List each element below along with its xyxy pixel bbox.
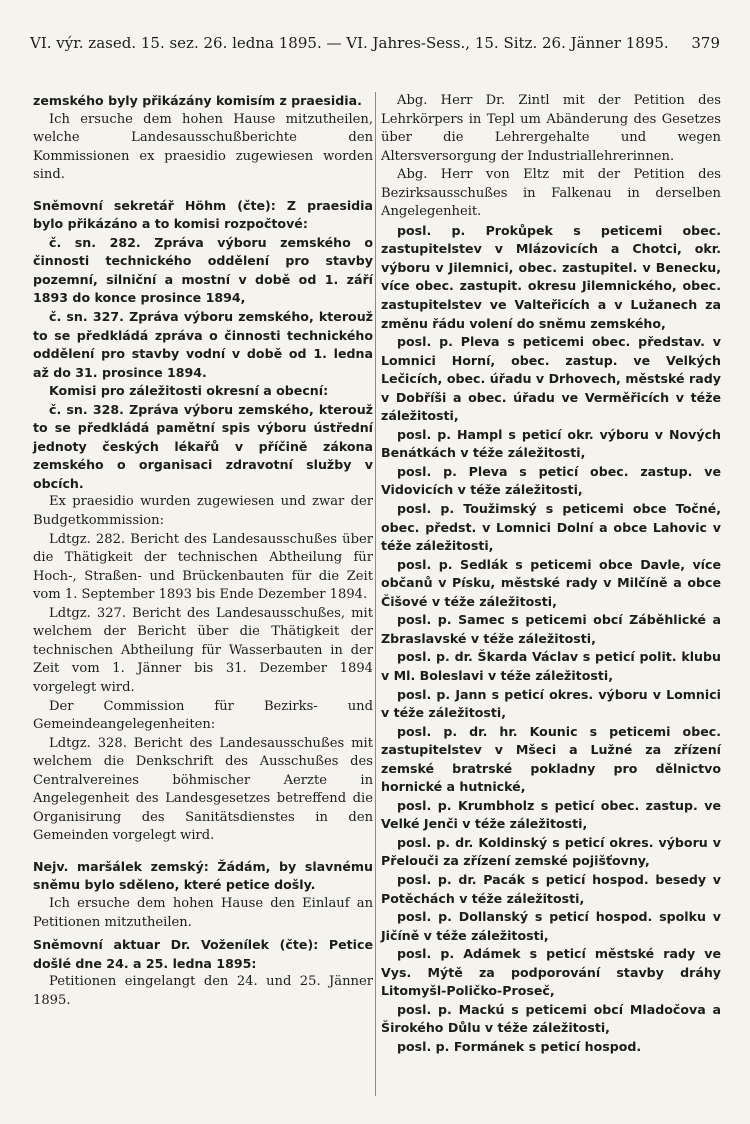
paragraph: zemského byly přikázány komisím z praesidia. bbox=[33, 93, 362, 108]
paragraph: Ldtgz. 282. Bericht des Landesausschußes über die Thätigkeit der technischen Abtheilung für Hoch-, Straßen- und Brückenbauten für die Zeit vom 1. September 1893 bis Ende Dezember 1894. bbox=[33, 531, 373, 603]
paragraph: Nejv. maršálek zemský: Žádám, by slavnému sněmu bylo sděleno, které petice došly. bbox=[33, 858, 373, 893]
paragraph: posl. p. Pleva s peticemi obec. představ. v Lomnici Horní, obec. zastup. ve Velkých Lečicích, obec. úřadu v Drhovech, městské rady v Dobříši a obec. úřadu ve Verměřicích v téže záležitosti, bbox=[381, 334, 721, 424]
paragraph: Petitionen eingelangt den 24. und 25. Jänner 1895. bbox=[33, 974, 373, 1008]
paragraph: posl. p. Prokůpek s peticemi obec. zastupitelstev v Mlázovicích a Chotci, okr. výboru v Jilemnici, obec. zastupitel. v Benecku, více obec. zastupit. okresu Jilemnického, obec. zastupitelstev ve Valteřicích a v Lužanech za změnu řádu volení do sněmu zemského, bbox=[381, 222, 721, 331]
paragraph: posl. p. dr. Koldinský s peticí okres. výboru v Přelouči za zřízení zemské pojišťovny, bbox=[381, 834, 721, 869]
paragraph: č. sn. 327. Zpráva výboru zemského, kterouž to se předkládá zpráva o činnosti technického oddělení pro stavby vodní v době od 1. ledna až do 31. prosince 1894. bbox=[33, 309, 373, 380]
paragraph: Komisi pro záležitosti okresní a obecní: bbox=[49, 383, 329, 399]
paragraph: posl. p. Jann s peticí okres. výboru v Lomnici v téže záležitosti, bbox=[381, 686, 721, 721]
paragraph: posl. p. Mackú s peticemi obcí Mladočova a Širokého Důlu v téže záležitosti, bbox=[381, 1001, 721, 1036]
column-divider bbox=[375, 92, 376, 1096]
paragraph: posl. p. Samec s peticemi obcí Záběhlické a Zbraslavské v téže záležitosti, bbox=[381, 612, 721, 646]
paragraph: posl. p. Krumbholz s peticí obec. zastup. ve Velké Jenči v téže záležitosti, bbox=[381, 797, 721, 832]
paragraph: posl. p. dr. hr. Kounic s peticemi obec. zastupitelstev v Mšeci a Lužné za zřízení zemské bratrské pokladny pro dělnictvo hornické a hutnické, bbox=[381, 723, 721, 795]
paragraph: posl. p. Toužimský s peticemi obce Točné, obec. předst. v Lomnici Dolní a obce Lahovic v téže záležitosti, bbox=[381, 501, 721, 554]
paragraph: Der Commission für Bezirks- und Gemeindeangelegenheiten: bbox=[33, 698, 373, 733]
paragraph: Sněmovní aktuar Dr. Voženílek (čte): Petice došlé dne 24. a 25. ledna 1895: bbox=[33, 937, 373, 971]
paragraph: posl. p. Formánek s peticí hospod. bbox=[397, 1038, 642, 1054]
paragraph: Ich ersuche dem hohen Hause den Einlauf an Petitionen mitzutheilen. bbox=[33, 895, 373, 930]
paragraph: Abg. Herr von Eltz mit der Petition des Bezirksausschußes in Falkenau in derselben Angelegenheit. bbox=[381, 167, 721, 220]
paragraph: Ex praesidio wurden zugewiesen und zwar der Budgetkommission: bbox=[33, 494, 373, 529]
paragraph: posl. p. Dollanský s peticí hospod. spolku v Jičíně v téže záležitosti, bbox=[381, 909, 721, 943]
paragraph: Abg. Herr Dr. Zintl mit der Petition des Lehrkörpers in Tepl um Abänderung des Gesetzes über die Lehrergehalte und wegen Altersversorgung der Industriallehrerinnen. bbox=[381, 93, 721, 164]
paragraph: Sněmovní sekretář Höhm (čte): Z praesidia bylo přikázáno a to komisi rozpočtové: bbox=[33, 197, 373, 232]
paragraph: posl. p. Pleva s peticí obec. zastup. ve Vidovicích v téže záležitosti, bbox=[381, 463, 721, 498]
running-title: VI. výr. zased. 15. sez. 26. ledna 1895. — VI. Jahres-Sess., 15. Sitz. 26. Jänner 1895. bbox=[30, 34, 669, 52]
paragraph: Ich ersuche dem hohen Hause mitzutheilen, welche Landesausschußberichte den Kommissionen ex praesidio zugewiesen worden sind. bbox=[33, 111, 373, 183]
paragraph: Ldtgz. 327. Bericht des Landesausschußes, mit welchem der Bericht über die Thätigkeit der technischen Abtheilung für Wasserbauten in der Zeit vom 1. Jänner bis 31. Dezember 1894 vorgelegt wird. bbox=[33, 605, 373, 695]
paragraph: Ldtgz. 328. Bericht des Landesausschußes mit welchem die Denkschrift des Ausschußes des Centralvereines böhmischer Aerzte in Angelegenheit des Landesgesetzes betreffend die Organisirung des Sanitätsdienstes in den Gemeinden vorgelegt wird. bbox=[33, 735, 373, 844]
paragraph: posl. p. Sedlák s peticemi obce Davle, více občanů v Písku, městské rady v Milčíně a obce Čišové v téže záležitosti, bbox=[381, 556, 721, 609]
paragraph: posl. p. dr. Škarda Václav s peticí polit. klubu v Ml. Boleslavi v téže záležitosti, bbox=[381, 649, 721, 683]
paragraph: posl. p. Hampl s peticí okr. výboru v Nových Benátkách v téže záležitosti, bbox=[381, 426, 721, 461]
page-number: 379 bbox=[691, 34, 720, 52]
paragraph: č. sn. 328. Zpráva výboru zemského, kterouž to se předkládá pamětní spis výboru ústřední jednoty českých lékařů v příčině zákona zemského o organisaci zdravotní služby v obcích. bbox=[33, 401, 373, 491]
right-column bbox=[381, 92, 721, 1056]
paragraph: č. sn. 282. Zpráva výboru zemského o činnosti technického oddělení pro stavby pozemní, silniční a mostní v době od 1. září 1893 do konce prosince 1894, bbox=[33, 234, 373, 306]
paragraph: posl. p. Adámek s peticí městské rady ve Vys. Mýtě za podporování stavby dráhy Litomyšl-Poličko-Proseč, bbox=[381, 946, 721, 999]
left-column bbox=[33, 92, 373, 1010]
paragraph: posl. p. dr. Pacák s peticí hospod. besedy v Potěchách v téže záležitosti, bbox=[381, 871, 721, 906]
page-header bbox=[30, 34, 720, 52]
